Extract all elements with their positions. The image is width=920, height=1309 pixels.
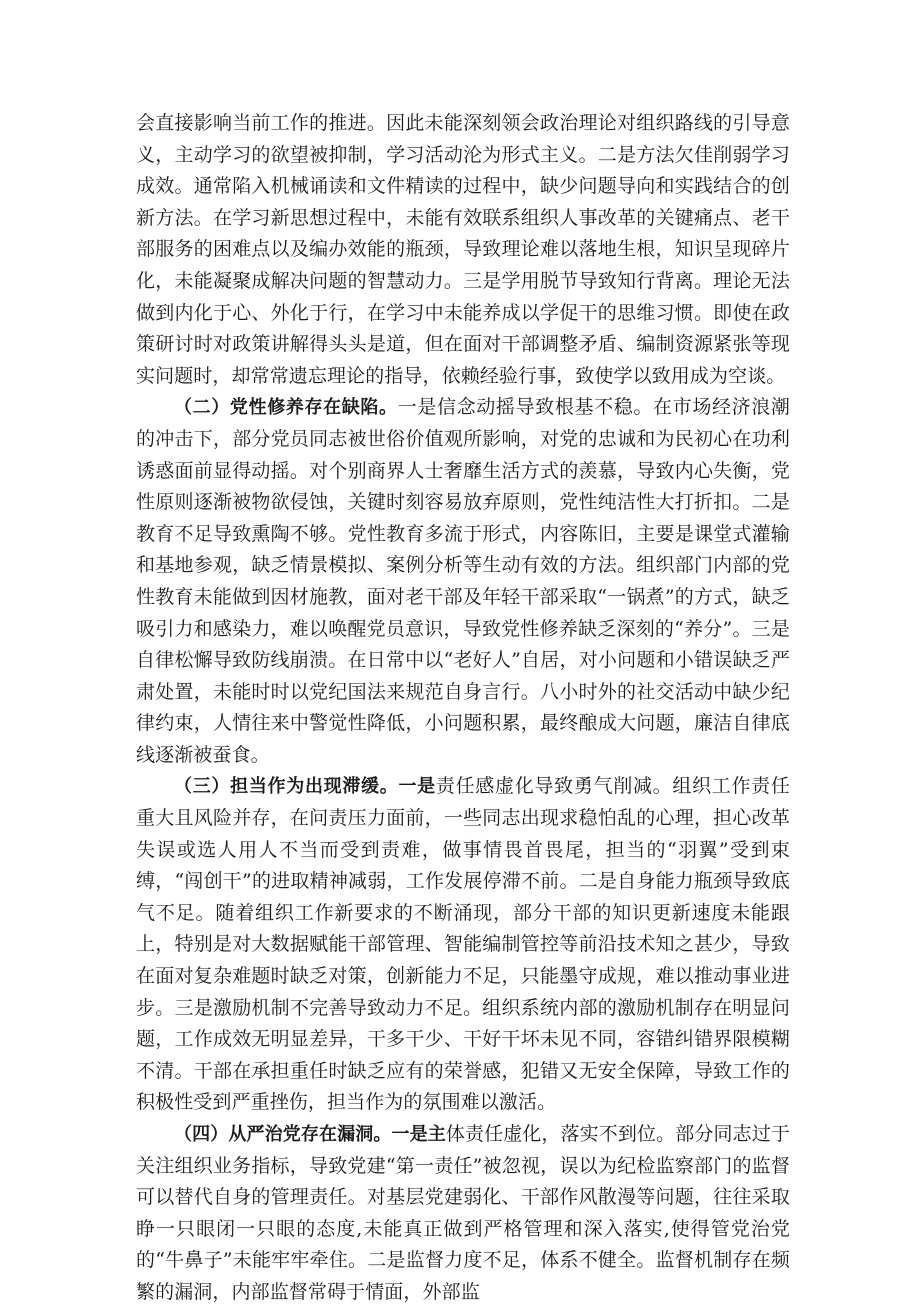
section-lead-party-governance: 一是主	[391, 1124, 446, 1145]
section-heading-responsibility: （三）担当作为出现滞缓。	[174, 776, 399, 798]
section-body-responsibility: 责任感虚化导致勇气削减。组织工作责任重大且风险并存，在问责压力面前，一些同志出现求稳怕乱的心理，担心改革失误或选人用人不当而受到责难，做事情畏首畏尾，担当的“羽翼”受到束缚，“闯创干”的进取精神减弱，工作发展停滞不前。二是自身能力瓶颈导致底气不足。随着组织工作新要求的不断涌现，部分干部的知识更新速度未能跟上，特别是对大数据赋能干部管理、智能编制管控等前沿技术知之甚少，导致在面对复杂难题时缺乏对策，创新能力不足，只能墨守成规，难以推动事业进步。三是激励机制不完善导致动力不足。组织系统内部的激励机制存在明显问题，工作成效无明显差异，干多干少、干好干坏未见不同，容错纠错界限模糊不清。干部在承担重任时缺乏应有的荣誉感，犯错又无安全保障，导致工作的积极性受到严重挫伤，担当作为的氛围难以激活。	[136, 775, 790, 1114]
section-body-party-governance: 体责任虚化，落实不到位。部分同志过于关注组织业务指标，导致党建“第一责任”被忽视，误以为纪检监察部门的监督可以替代自身的管理责任。对基层党建弱化、干部作风散漫等问题，往往采取睁一只眼闭一只眼的态度,未能真正做到严格管理和深入落实,使得管党治党的“牛鼻子”未能牢牢牵住。二是监督力度不足，体系不健全。监督机制存在频繁的漏洞，内部监督常碍于情面，外部监	[136, 1123, 790, 1303]
document-page	[136, 108, 790, 1309]
paragraph-party-governance	[136, 1119, 790, 1309]
paragraph-study-issues: 会直接影响当前工作的推进。因此未能深刻领会政治理论对组织路线的引导意义，主动学习的欲望被抑制，学习活动沦为形式主义。二是方法欠佳削弱学习成效。通常陷入机械诵读和文件精读的过程中，缺少问题导向和实践结合的创新方法。在学习新思想过程中，未能有效联系组织人事改革的关键痛点、老干部服务的困难点以及编办效能的瓶颈，导致理论难以落地生根，知识呈现碎片化，未能凝聚成解决问题的智慧动力。三是学用脱节导致知行背离。理论无法做到内化于心、外化于行，在学习中未能养成以学促干的思维习惯。即使在政策研讨时对政策讲解得头头是道，但在面对干部调整矛盾、编制资源紧张等现实问题时，却常常遗忘理论的指导，依赖经验行事，致使学以致用成为空谈。	[136, 112, 790, 387]
paragraph-responsibility	[136, 771, 790, 1119]
section-lead-responsibility: 一是	[398, 776, 436, 798]
section-body-party-spirit: 一是信念动摇导致根基不稳。在市场经济浪潮的冲击下，部分党员同志被世俗价值观所影响，对党的忠诚和为民初心在功利诱惑面前显得动摇。对个别商界人士奢靡生活方式的羡慕，导致内心失衡，党性原则逐渐被物欲侵蚀，关键时刻容易放弃原则，党性纯洁性大打折扣。二是教育不足导致熏陶不够。党性教育多流于形式，内容陈旧，主要是课堂式灌输和基地参观，缺乏情景模拟、案例分析等生动有效的方法。组织部门内部的党性教育未能做到因材施教，面对老干部及年轻干部采取“一锅煮”的方式，缺乏吸引力和感染力，难以唤醒党员意识，导致党性修养缺乏深刻的“养分”。三是自律松懈导致防线崩溃。在日常中以“老好人”自居，对小问题和小错误缺乏严肃处置，未能时时以党纪国法来规范自身言行。八小时外的社交活动中缺少纪律约束，人情往来中警觉性降低，小问题积累，最终酿成大问题，廉洁自律底线逐渐被蚕食。	[136, 396, 790, 766]
section-heading-party-governance: （四）从严治党存在漏洞。	[174, 1124, 392, 1145]
paragraph-party-spirit	[136, 392, 790, 771]
section-heading-party-spirit: （二）党性修养存在缺陷。	[174, 397, 398, 419]
